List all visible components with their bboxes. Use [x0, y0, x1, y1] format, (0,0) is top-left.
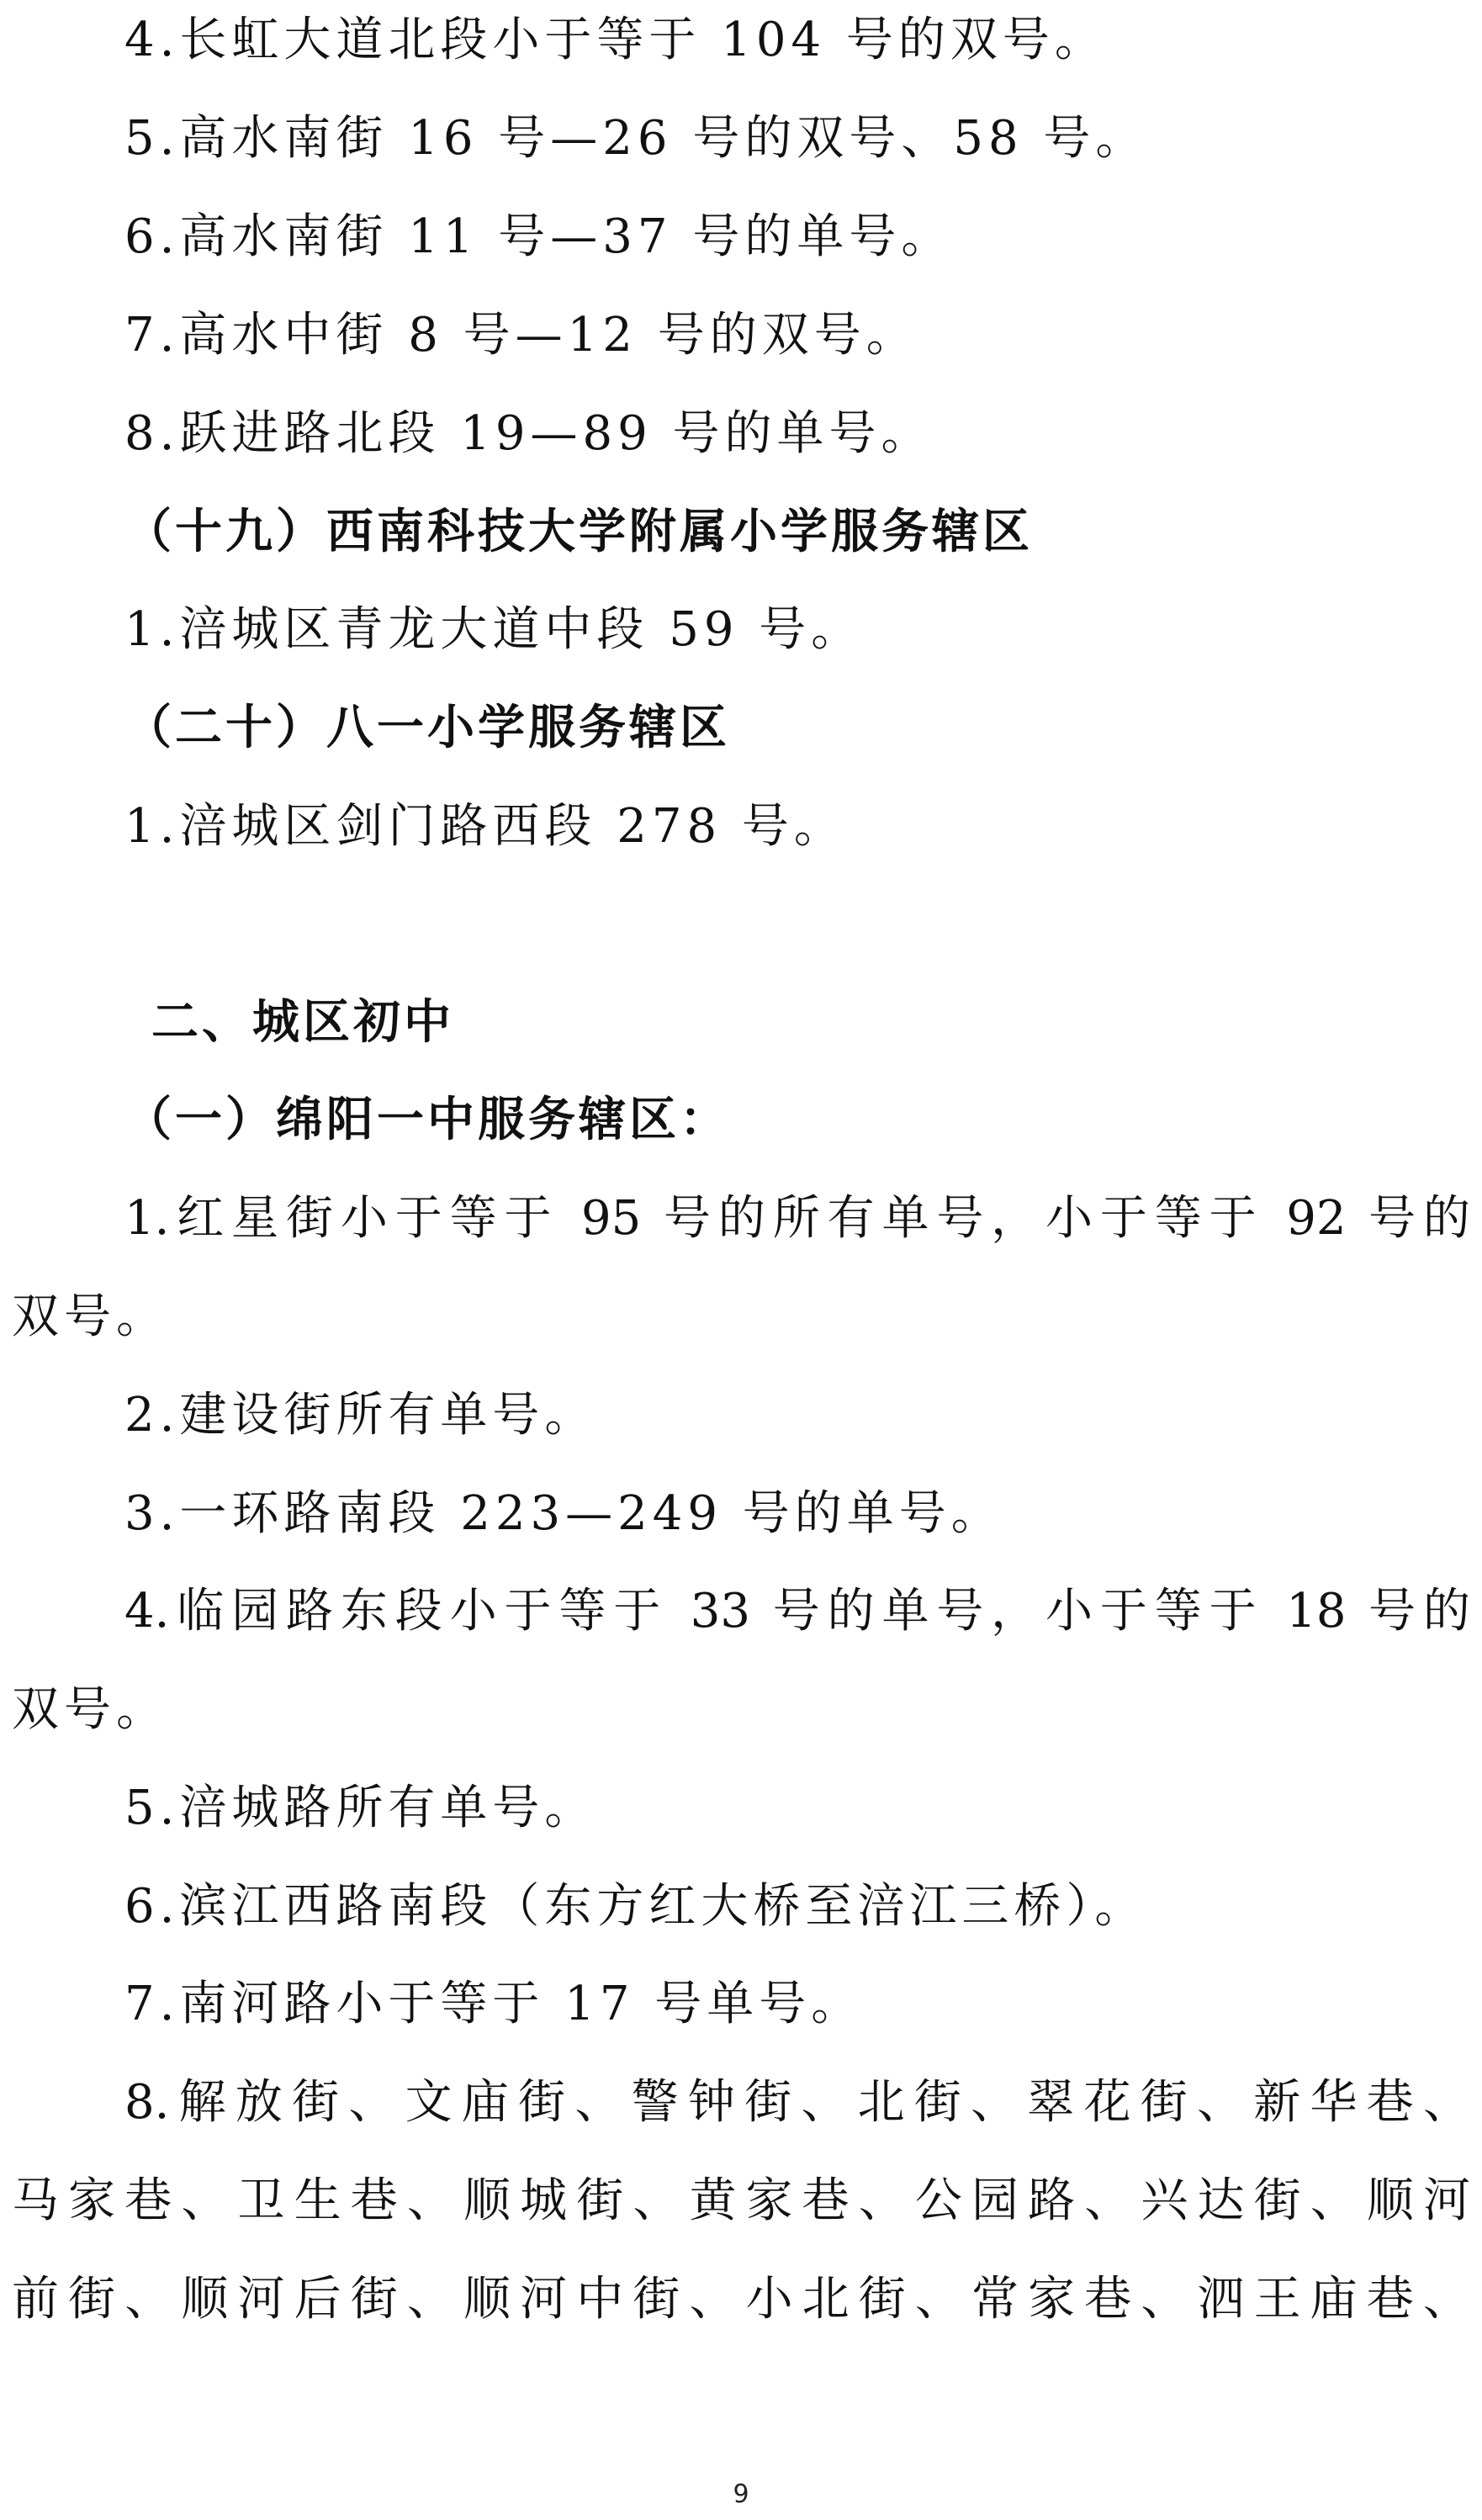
list-item: 1.涪城区剑门路西段 278 号。 [124, 799, 846, 854]
section-heading: 二、城区初中 [151, 995, 454, 1050]
page-number: 9 [733, 2480, 749, 2509]
list-item: 4.长虹大道北段小于等于 104 号的双号。 [124, 13, 1107, 67]
list-item: 8.解放街、文庙街、警钟街、北街、翠花街、新华巷、 [124, 2075, 1470, 2130]
district-heading: （二十）八一小学服务辖区 [124, 701, 730, 755]
list-item: 8.跃进路北段 19—89 号的单号。 [124, 406, 934, 461]
list-item: 6.高水南街 11 号—37 号的单号。 [124, 209, 954, 264]
list-item: 1.红星街小于等于 95 号的所有单号，小于等于 92 号的 [124, 1191, 1470, 1246]
list-item-continuation: 双号。 [12, 1682, 168, 1737]
list-item: 5.高水南街 16 号—26 号的双号、58 号。 [124, 111, 1148, 166]
district-heading: （十九）西南科技大学附属小学服务辖区 [124, 505, 1033, 559]
list-item: 7.高水中街 8 号—12 号的双号。 [124, 308, 918, 363]
list-item-continuation: 马家巷、卫生巷、顺城街、黄家巷、公园路、兴达街、顺河 [12, 2173, 1470, 2228]
list-item: 4.临园路东段小于等于 33 号的单号，小于等于 18 号的 [124, 1584, 1470, 1639]
list-item: 1.涪城区青龙大道中段 59 号。 [124, 602, 864, 657]
list-item-continuation: 前街、顺河后街、顺河中街、小北街、常家巷、泗王庙巷、 [12, 2272, 1470, 2327]
district-heading: （一）绵阳一中服务辖区： [124, 1093, 730, 1147]
list-item: 5.涪城路所有单号。 [124, 1781, 597, 1835]
list-item-continuation: 双号。 [12, 1289, 168, 1344]
list-item: 7.南河路小于等于 17 号单号。 [124, 1977, 864, 2031]
list-item: 6.滨江西路南段（东方红大桥至涪江三桥）。 [124, 1879, 1147, 1934]
list-item: 3.一环路南段 223—249 号的单号。 [124, 1486, 1003, 1541]
list-item: 2.建设街所有单号。 [124, 1388, 597, 1443]
